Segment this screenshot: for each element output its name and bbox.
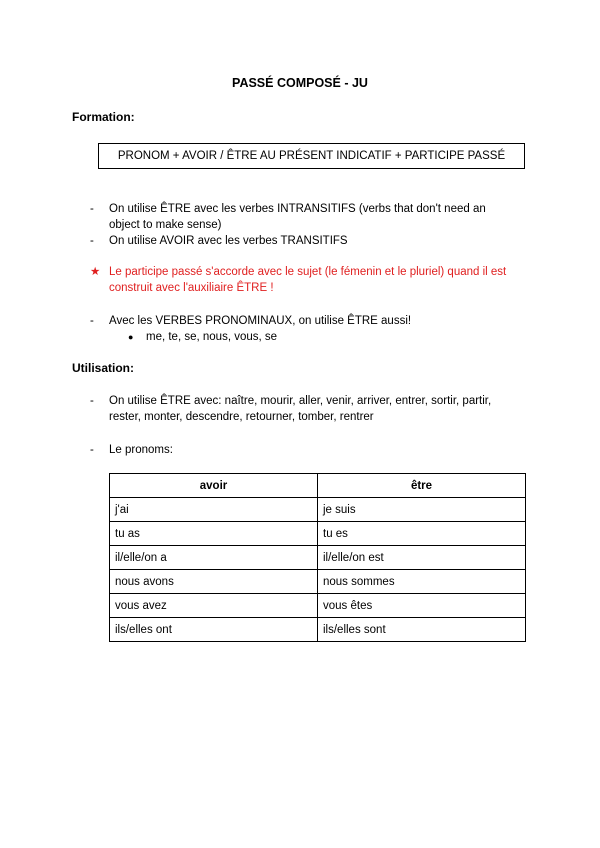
formation-heading: Formation: — [72, 110, 135, 124]
dash-marker: - — [90, 315, 94, 327]
document-title: PASSÉ COMPOSÉ - JU — [232, 76, 368, 90]
table-cell: j'ai — [110, 498, 318, 522]
agreement-note-text: Le participe passé s'accorde avec le sujet (le fémenin et le pluriel) quand il est construit avec l'auxiliaire ÊTRE ! — [109, 266, 507, 294]
table-cell: nous avons — [110, 570, 318, 594]
formula-box — [98, 143, 525, 169]
table-cell: vous êtes — [318, 594, 526, 618]
table-row — [110, 570, 526, 594]
table-cell: tu as — [110, 522, 318, 546]
table-cell: ils/elles sont — [318, 618, 526, 642]
table-cell: tu es — [318, 522, 526, 546]
pronoun-list-text: me, te, se, nous, vous, se — [146, 331, 278, 343]
list-item-text: On utilise AVOIR avec les verbes TRANSITIFS — [109, 235, 348, 247]
dash-marker: - — [90, 203, 94, 215]
table-header-row — [110, 474, 526, 498]
utilisation-heading: Utilisation: — [72, 361, 134, 375]
table-row — [110, 546, 526, 570]
table-row — [110, 618, 526, 642]
table-cell: nous sommes — [318, 570, 526, 594]
star-icon: ★ — [90, 266, 101, 278]
formula-text: PRONOM + AVOIR / ÊTRE AU PRÉSENT INDICATIF + PARTICIPE PASSÉ — [117, 150, 506, 162]
bullet-icon: ● — [128, 332, 134, 342]
list-item-etre-verbs — [90, 393, 520, 425]
table-cell: il/elle/on est — [318, 546, 526, 570]
table-cell: vous avez — [110, 594, 318, 618]
list-item-intransitive — [90, 201, 520, 233]
table-row — [110, 594, 526, 618]
list-item-text: Le pronoms: — [109, 444, 173, 456]
conjugation-table — [109, 473, 526, 642]
table-row — [110, 498, 526, 522]
table-cell: il/elle/on a — [110, 546, 318, 570]
dash-marker: - — [90, 395, 94, 407]
list-item-text: On utilise ÊTRE avec: naître, mourir, aller, venir, arriver, entrer, sortir, partir, rester, monter, descendre, retourner, tomber, rentrer — [109, 395, 492, 423]
dash-marker: - — [90, 235, 94, 247]
table-cell: ils/elles ont — [110, 618, 318, 642]
dash-marker: - — [90, 444, 94, 456]
list-item-text: Avec les VERBES PRONOMINAUX, on utilise ÊTRE aussi! — [109, 315, 412, 327]
table-row — [110, 522, 526, 546]
column-header-etre: être — [318, 474, 526, 498]
list-item-text: On utilise ÊTRE avec les verbes INTRANSITIFS (verbs that don't need an object to make sense) — [109, 203, 486, 231]
table-cell: je suis — [318, 498, 526, 522]
column-header-avoir: avoir — [110, 474, 318, 498]
